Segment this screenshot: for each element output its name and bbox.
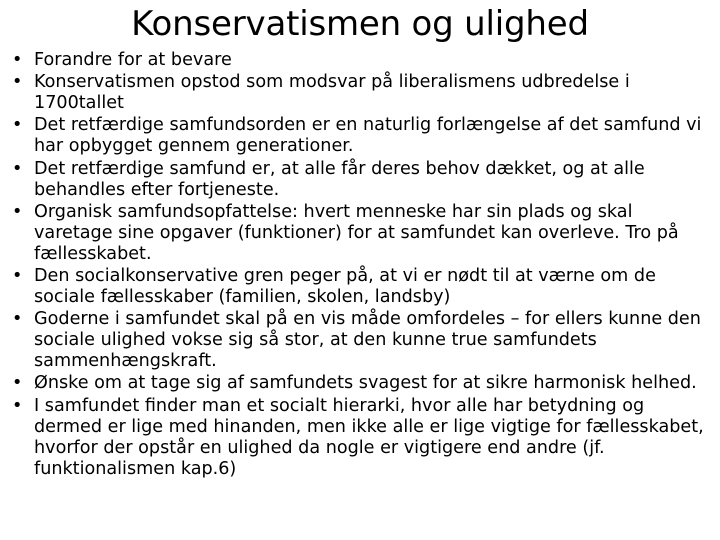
bullet-text: Forandre for at bevare (34, 50, 232, 70)
bullet-item (12, 159, 712, 201)
bullet-text: Den socialkonservative gren peger på, at vi er nødt til at værne om de sociale fællesskaber (familien, skolen, landsby) (34, 265, 656, 307)
bullet-item (12, 72, 712, 114)
bullet-text: Konservatismen opstod som modsvar på liberalismens udbredelse i 1700tallet (34, 72, 630, 114)
bullet-dot-icon: • (12, 115, 23, 136)
bullet-text: I samfundet finder man et socialt hierarki, hvor alle har betydning og dermed er lige med hinanden, men ikke alle er lige vigtige for fællesskabet, hvorfor der opstår en ulighed da nogle er vigtigere end andre (jf. funktionalismen kap.6) (34, 395, 704, 479)
bullet-item (12, 115, 712, 157)
bullet-dot-icon: • (12, 265, 23, 286)
bullet-dot-icon: • (12, 309, 23, 330)
bullet-dot-icon: • (12, 72, 23, 93)
bullet-text: Det retfærdige samfundsorden er en naturlig forlængelse af det samfund vi har opbygget gennem generationer. (34, 115, 702, 157)
bullet-dot-icon: • (12, 395, 23, 416)
bullet-text: Ønske om at tage sig af samfundets svagest for at sikre harmonisk helhed. (34, 373, 697, 394)
slide-title: Konservatismen og ulighed (131, 4, 589, 44)
bullet-item (12, 396, 712, 480)
bullet-text: Goderne i samfundet skal på en vis måde omfordeles – for ellers kunne den sociale ulighed vokse sig så stor, at den kunne true samfundets sammenhængskraft. (34, 309, 701, 372)
bullet-text: Det retfærdige samfund er, at alle får deres behov dækket, og at alle behandles efter fortjeneste. (34, 158, 645, 200)
bullet-item (12, 202, 712, 265)
bullet-item (12, 373, 712, 394)
bullet-dot-icon: • (12, 50, 23, 70)
bullet-dot-icon: • (12, 201, 23, 222)
bullet-item (12, 309, 712, 372)
bullet-list (12, 50, 712, 481)
bullet-text: Organisk samfundsopfattelse: hvert menneske har sin plads og skal varetage sine opgaver (funktioner) for at samfundet kan overleve. Tro på fællesskabet. (34, 201, 679, 264)
bullet-item (12, 50, 712, 71)
bullet-dot-icon: • (12, 158, 23, 179)
bullet-dot-icon: • (12, 373, 23, 394)
bullet-item (12, 266, 712, 308)
